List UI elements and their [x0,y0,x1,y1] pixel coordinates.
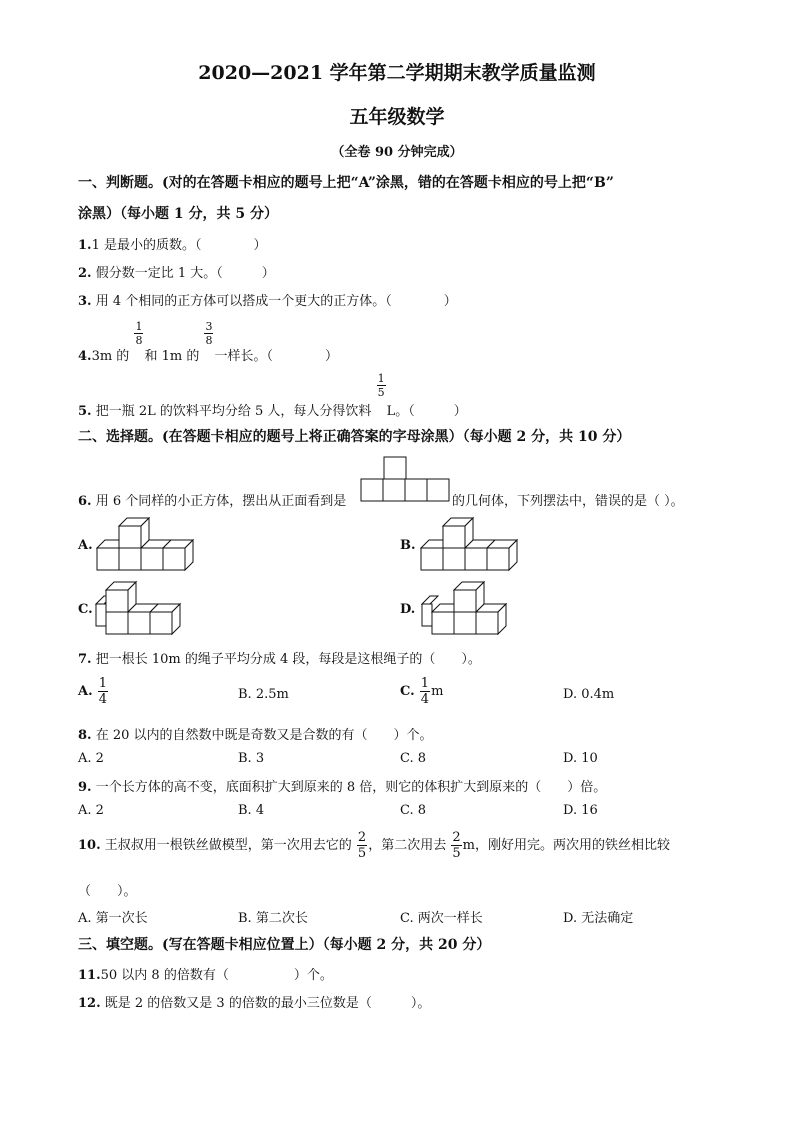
question-8 [78,724,433,743]
exam-title: 2020—2021 学年第二学期期末教学质量监测 [198,62,596,84]
question-3 [78,290,457,309]
question-text-pre: 3m 的 [91,349,130,364]
question-text-mid: 和 1m 的 [144,349,200,364]
question-11 [78,964,333,983]
question-number: 6. [78,494,92,509]
question-text: 一个长方体的高不变，底面积扩大到原来的 8 倍，则它的体积扩大到原来的（ ）倍。 [91,780,607,795]
question-number: 1. [78,238,92,253]
q10-option-c: C. 两次一样长 [400,911,483,926]
question-text-post: 一样长。（ ） [214,349,338,364]
question-number: 11. [78,968,101,983]
section1-heading-line2: 涂黑）（每小题 1 分，共 5 分） [78,206,278,222]
question-number: 5. [78,404,92,419]
q6-option-c-cube-figure [94,580,198,638]
fraction-1-4: $\frac{1}{4}$ [98,676,108,707]
q6-option-b-label: B. [400,538,416,553]
q7-option-c [400,676,443,707]
question-number: 4. [78,349,92,364]
question-7 [78,648,481,667]
fraction-1-8: $\frac{1}{8}$ [135,320,143,347]
front-view-diagram [360,456,452,504]
option-label: C. [400,684,415,699]
q9-option-a: A. 2 [78,803,104,818]
q7-option-b: B. 2.5m [238,687,289,702]
question-text-pre: 用 6 个同样的小正方体，摆出从正面看到是 [91,494,347,509]
question-6-text-post: 的几何体，下列摆法中，错误的是（ ）。 [452,494,684,509]
question-number: 9. [78,780,92,795]
q6-option-b-cube-figure [418,516,522,574]
q6-option-d-cube-figure [418,580,522,638]
section3-heading: 三、填空题。(写在答题卡相应位置上）（每小题 2 分，共 20 分） [78,937,491,953]
question-5 [78,372,467,419]
q10-option-d: D. 无法确定 [563,911,634,926]
question-text-pre: 王叔叔用一根铁丝做模型，第一次用去它的 [100,838,352,853]
q9-option-b: B. 4 [238,803,265,818]
fraction-3-8: $\frac{3}{8}$ [205,320,213,347]
question-text: 把一根长 10m 的绳子平均分成 4 段，每段是这根绳子的（ ）。 [91,652,481,667]
question-number: 10. [78,838,101,853]
question-text: 用 4 个相同的正方体可以搭成一个更大的正方体。（ ） [91,294,457,309]
fraction-2-5: $\frac{2}{5}$ [452,830,461,861]
q6-option-a-label: A. [78,538,93,553]
section1-heading-line1: 一、判断题。(对的在答题卡相应的题号上把“A”涂黑，错的在答题卡相应的号上把“B” [78,175,614,191]
fraction-1-5: $\frac{1}{5}$ [377,372,385,399]
q7-option-d: D. 0.4m [563,687,615,702]
question-number: 8. [78,728,92,743]
question-1 [78,234,266,253]
q8-option-c: C. 8 [400,751,427,766]
question-text-post: m，刚好用完。两次用的铁丝相比较 [462,838,670,853]
q9-option-d: D. 16 [563,803,598,818]
fraction-2-5: $\frac{2}{5}$ [357,830,367,861]
question-text-pre: 把一瓶 2L 的饮料平均分给 5 人，每人分得饮料 [91,404,372,419]
question-4 [78,320,338,364]
q8-option-a: A. 2 [78,751,104,766]
exam-duration-note: （全卷 90 分钟完成） [331,145,463,160]
exam-subtitle: 五年级数学 [349,106,445,128]
question-12 [78,992,430,1011]
question-2 [78,262,275,281]
question-number: 12. [78,996,101,1011]
question-6 [78,490,346,509]
question-text: 1 是最小的质数。（ ） [91,238,267,253]
section2-heading: 二、选择题。(在答题卡相应的题号上将正确答案的字母涂黑）（每小题 2 分，共 10 分） [78,429,631,445]
question-text: 假分数一定比 1 大。（ ） [91,266,275,281]
question-number: 2. [78,266,92,281]
option-label: A. [78,684,93,699]
question-text-post: L。（ ） [386,404,467,419]
fraction-1-4: $\frac{1}{4}$ [420,676,430,707]
question-text: 50 以内 8 的倍数有（ ）个。 [100,968,333,983]
question-10 [78,830,670,861]
q8-option-d: D. 10 [563,751,598,766]
question-number: 3. [78,294,92,309]
q10-option-a: A. 第一次长 [78,911,148,926]
q6-option-a-cube-figure [94,516,206,574]
q9-option-c: C. 8 [400,803,427,818]
q6-option-d-label: D. [400,602,416,617]
question-text-mid: ，第二次用去 [368,838,447,853]
q8-option-b: B. 3 [238,751,265,766]
q10-option-b: B. 第二次长 [238,911,308,926]
question-9 [78,776,606,795]
question-10-line2: （ ）。 [78,884,137,899]
q7-option-a [78,676,109,707]
q6-option-c-label: C. [78,602,93,617]
question-text: 在 20 以内的自然数中既是奇数又是合数的有（ ）个。 [91,728,433,743]
question-text: 既是 2 的倍数又是 3 的倍数的最小三位数是（ ）。 [100,996,431,1011]
unit-m: m [431,684,444,699]
question-number: 7. [78,652,92,667]
